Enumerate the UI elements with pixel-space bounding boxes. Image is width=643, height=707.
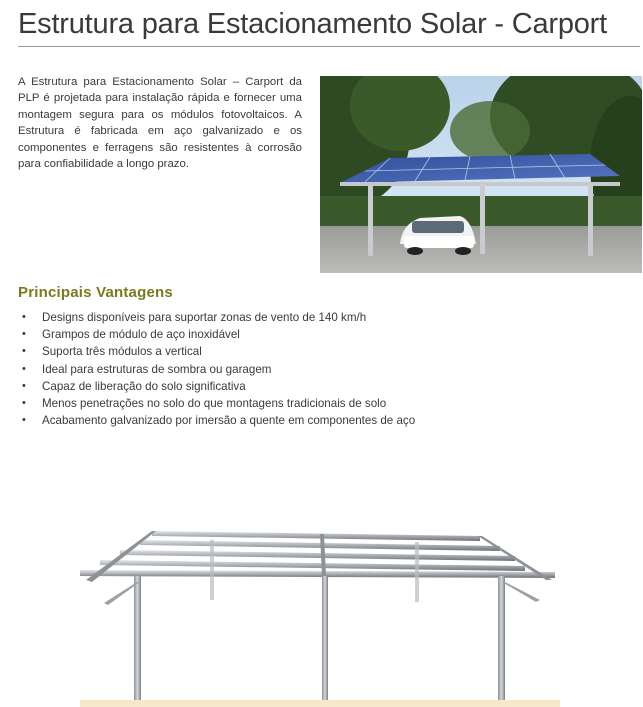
list-item: • Acabamento galvanizado por imersão a quente em componentes de aço [22,412,622,429]
bullet-icon: • [22,362,26,375]
bullet-icon: • [22,414,26,427]
bullet-icon: • [22,328,26,341]
list-item: • Ideal para estruturas de sombra ou garagem [22,361,622,378]
list-item: • Suporta três módulos a vertical [22,343,622,360]
advantages-heading: Principais Vantagens [18,284,173,301]
advantages-list [22,309,622,429]
page-title: Estrutura para Estacionamento Solar - Carport [18,8,607,40]
list-item: • Designs disponíveis para suportar zonas de vento de 140 km/h [22,309,622,326]
bullet-icon: • [22,311,26,323]
title-divider [18,46,640,47]
bullet-icon: • [22,397,26,410]
list-item: • Grampos de módulo de aço inoxidável [22,326,622,343]
intro-paragraph: A Estrutura para Estacionamento Solar – Carport da PLP é projetada para instalação rápida e fornecer uma montagem segura para os módulos fotovoltaicos. A Estrutura é fabricada em aço galvanizado e os componentes e ferragens são resistentes à corrosão para confiabilidade a longo prazo. [18,76,302,171]
bullet-icon: • [22,379,26,392]
list-item: • Menos penetrações no solo do que montagens tradicionais de solo [22,395,622,412]
list-item: • Capaz de liberação do solo significativa [22,378,622,395]
carport-structure-illustration [70,520,570,707]
bullet-icon: • [22,345,26,358]
carport-photo [320,76,642,273]
